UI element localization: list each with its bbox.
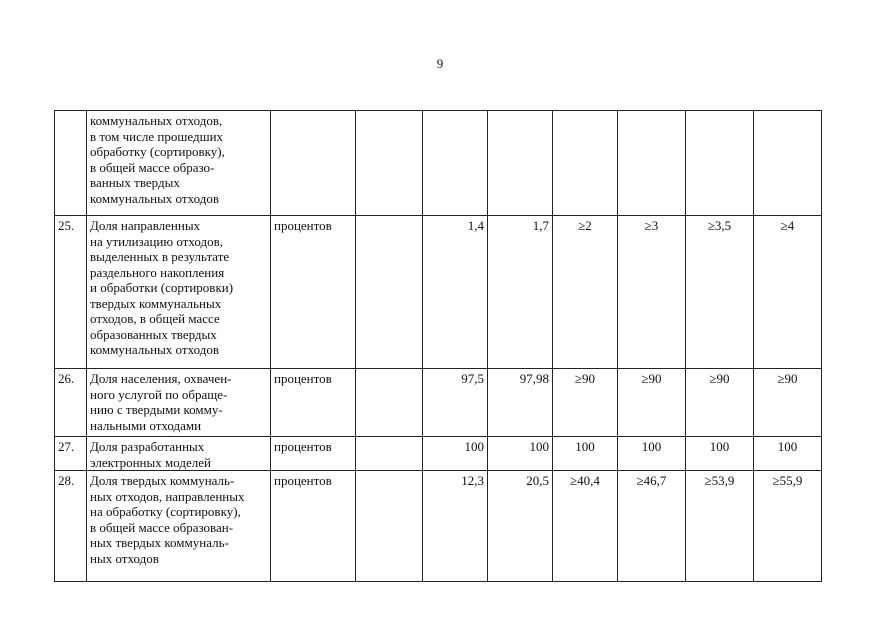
indicator-name-line: ных твердых коммуналь-	[90, 535, 229, 550]
indicator-name-line: на утилизацию отходов,	[90, 233, 223, 249]
value-cell: 100	[488, 437, 553, 471]
value-cell: ≥90	[754, 369, 822, 437]
indicator-name-line: обработку (сортировку),	[90, 144, 225, 159]
value-cell: ≥55,9	[754, 471, 822, 582]
unit-cell	[271, 111, 356, 216]
indicator-name-line: Доля населения, охвачен-	[90, 371, 232, 386]
indicator-name-line: ного услугой по обраще-	[90, 386, 228, 402]
indicator-name-line: Доля твердых коммуналь-	[90, 473, 235, 488]
indicator-name-line: коммунальных отходов	[90, 190, 219, 206]
value-cell: ≥3	[618, 216, 686, 369]
indicator-name-line: нию с твердыми комму-	[90, 402, 223, 417]
indicator-name	[87, 369, 271, 437]
value-cell: ≥2	[553, 216, 618, 369]
value-cell: 1,7	[488, 216, 553, 369]
value-cell	[553, 111, 618, 216]
value-cell: 1,4	[423, 216, 488, 369]
indicator-name-line: в общей массе образо-	[90, 159, 215, 175]
value-cell	[754, 111, 822, 216]
indicator-name-line: ных отходов	[90, 550, 159, 566]
value-cell	[423, 111, 488, 216]
value-cell: ≥90	[553, 369, 618, 437]
value-cell: ≥3,5	[686, 216, 754, 369]
row-number: 25.	[55, 216, 87, 369]
indicator-name-line: и обработки (сортировки)	[90, 280, 234, 295]
value-cell: 100	[553, 437, 618, 471]
row-number: 26.	[55, 369, 87, 437]
table-row	[55, 437, 822, 471]
unit-cell: процентов	[271, 369, 356, 437]
indicator-name-line: ванных твердых	[90, 175, 180, 190]
table-row	[55, 369, 822, 437]
indicator-name	[87, 437, 271, 471]
value-cell: 100	[754, 437, 822, 471]
indicator-name-line: электронных моделей	[90, 454, 211, 470]
value-cell: 20,5	[488, 471, 553, 582]
value-cell: 100	[618, 437, 686, 471]
value-cell: 12,3	[423, 471, 488, 582]
indicators-table	[54, 110, 822, 582]
value-cell: 97,5	[423, 369, 488, 437]
indicator-name-line: твердых коммунальных	[90, 295, 222, 311]
unit-cell: процентов	[271, 471, 356, 582]
value-cell: ≥40,4	[553, 471, 618, 582]
empty-cell	[356, 369, 423, 437]
row-number: 27.	[55, 437, 87, 471]
value-cell	[618, 111, 686, 216]
indicator-name-line: раздельного накопления	[90, 264, 225, 280]
value-cell	[686, 111, 754, 216]
value-cell: 97,98	[488, 369, 553, 437]
empty-cell	[356, 111, 423, 216]
value-cell: ≥53,9	[686, 471, 754, 582]
value-cell: ≥90	[686, 369, 754, 437]
table-row	[55, 216, 822, 369]
unit-cell: процентов	[271, 216, 356, 369]
table-row	[55, 111, 822, 216]
indicator-name	[87, 216, 271, 369]
indicator-name-line: выделенных в результате	[90, 249, 230, 264]
table-row	[55, 471, 822, 582]
indicator-name-line: в общей массе образован-	[90, 519, 234, 535]
indicator-name	[87, 111, 271, 216]
value-cell: 100	[686, 437, 754, 471]
indicator-name-line: Доля разработанных	[90, 439, 205, 454]
unit-cell: процентов	[271, 437, 356, 471]
indicator-name-line: образованных твердых	[90, 326, 217, 342]
indicator-name-line: коммунальных отходов	[90, 342, 219, 357]
indicator-name-line: ных отходов, направленных	[90, 488, 245, 504]
indicator-name-line: отходов, в общей массе	[90, 311, 220, 326]
empty-cell	[356, 216, 423, 369]
indicator-name-line: на обработку (сортировку),	[90, 504, 241, 519]
value-cell: ≥90	[618, 369, 686, 437]
empty-cell	[356, 437, 423, 471]
value-cell	[488, 111, 553, 216]
page-number: 9	[436, 56, 444, 71]
row-number: 28.	[55, 471, 87, 582]
indicator-name-line: коммунальных отходов,	[90, 113, 223, 128]
indicator-name-line: Доля направленных	[90, 218, 201, 233]
value-cell: 100	[423, 437, 488, 471]
indicator-name-line: в том числе прошедших	[90, 128, 224, 144]
indicator-name	[87, 471, 271, 582]
row-number	[55, 111, 87, 216]
value-cell: ≥4	[754, 216, 822, 369]
empty-cell	[356, 471, 423, 582]
value-cell: ≥46,7	[618, 471, 686, 582]
indicator-name-line: нальными отходами	[90, 417, 202, 433]
